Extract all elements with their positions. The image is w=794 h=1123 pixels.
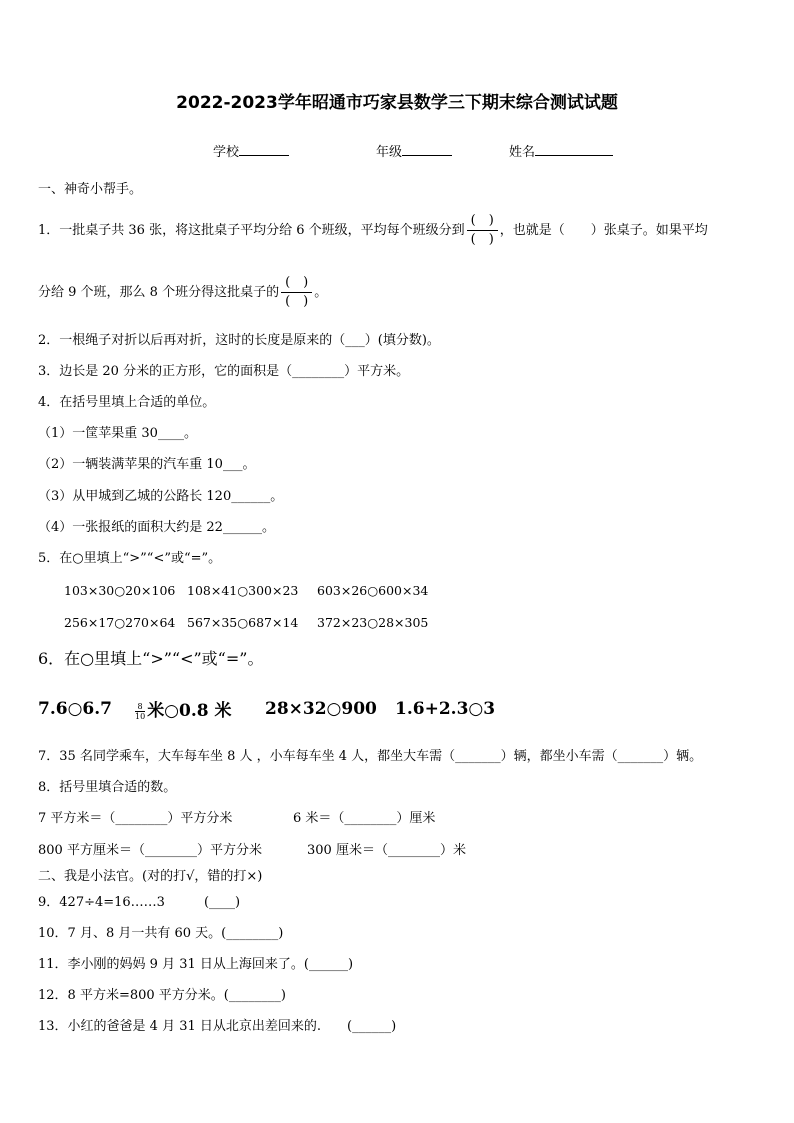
question-1-line-1: [38, 212, 708, 249]
q1-text-d: 。: [314, 285, 328, 300]
section-1-heading: 一、神奇小帮手。: [38, 182, 143, 197]
q6-comparison-b: $\frac{8}{10}$ 米○0.8 米: [135, 701, 232, 721]
question-2: 2．一根绳子对折以后再对折，这时的长度是原来的（___）(填分数)。: [38, 333, 440, 348]
question-6-title: 6．在○里填上“>”“<”或“=”。: [38, 649, 264, 668]
question-4-item-2: （2）一辆装满苹果的汽车重 10___。: [38, 457, 256, 472]
grade-label: 年级: [376, 145, 403, 160]
grade-field[interactable]: [376, 141, 452, 160]
q5-comparison: 103×30○20×106: [64, 583, 176, 598]
q8-item-a: 7 平方米＝（________）平方分米: [38, 811, 233, 826]
q1-text-a: 1．一批桌子共 36 张，将这批桌子平均分给 6 个班级，平均每个班级分到: [38, 223, 465, 238]
q8-item-d: 300 厘米＝（________）米: [307, 843, 466, 858]
question-8-title: 8．括号里填合适的数。: [38, 780, 177, 795]
question-5-title: 5．在○里填上“>”“<”或“=”。: [38, 551, 222, 566]
name-field[interactable]: [509, 141, 613, 160]
question-7: 7．35 名同学乘车，大车每车坐 8 人 ，小车每车坐 4 人，都坐大车需（_______）辆，都坐小车需（_______）辆。: [38, 749, 703, 764]
q5-comparison: 567×35○687×14: [187, 615, 299, 630]
question-4-item-1: （1）一筐苹果重 30____。: [38, 426, 197, 441]
question-1-line-2: [38, 274, 327, 311]
q1-fraction-blank-1[interactable]: $\frac{( )}{( )}$: [467, 212, 498, 249]
question-4-title: 4．在括号里填上合适的单位。: [38, 395, 216, 410]
school-field[interactable]: [213, 141, 289, 160]
question-12: 12．8 平方米=800 平方分米。(________): [38, 988, 286, 1003]
school-label: 学校: [213, 145, 240, 160]
q6-comparison-a: 7.6○6.7: [38, 699, 112, 719]
question-10: 10．7 月、8 月一共有 60 天。(________): [38, 926, 284, 941]
question-11: 11．李小刚的妈妈 9 月 31 日从上海回来了。(______): [38, 957, 354, 972]
q5-comparison: 108×41○300×23: [187, 583, 299, 598]
question-4-item-4: （4）一张报纸的面积大约是 22______。: [38, 520, 275, 535]
q6-comparison-d: 1.6+2.3○3: [395, 699, 496, 719]
q8-item-b: 6 米＝（________）厘米: [293, 811, 436, 826]
q5-comparison: 256×17○270×64: [64, 615, 176, 630]
q5-comparison: 372×23○28×305: [317, 615, 429, 630]
name-label: 姓名: [509, 145, 536, 160]
q8-item-c: 800 平方厘米＝（________）平方分米: [38, 843, 262, 858]
q1-text-c: 分给 9 个班，那么 8 个班分得这批桌子的: [38, 285, 280, 300]
page-title: 2022-2023学年昭通市巧家县数学三下期末综合测试试题: [176, 93, 618, 113]
section-2-heading: 二、我是小法官。(对的打√，错的打×): [38, 869, 263, 884]
q1-fraction-blank-2[interactable]: $\frac{( )}{( )}$: [281, 274, 312, 311]
q1-text-b: ，也就是（ ）张桌子。如果平均: [499, 223, 708, 238]
q6-fraction: $\frac{8}{10}$: [135, 702, 146, 721]
q6-comparison-c: 28×32○900: [265, 699, 377, 719]
question-3: 3．边长是 20 分米的正方形，它的面积是（________）平方米。: [38, 364, 410, 379]
question-13: 13．小红的爸爸是 4 月 31 日从北京出差回来的. (______): [38, 1019, 397, 1034]
question-9: 9．427÷4=16……3 (____): [38, 895, 241, 910]
q5-comparison: 603×26○600×34: [317, 583, 429, 598]
question-4-item-3: （3）从甲城到乙城的公路长 120______。: [38, 489, 284, 504]
